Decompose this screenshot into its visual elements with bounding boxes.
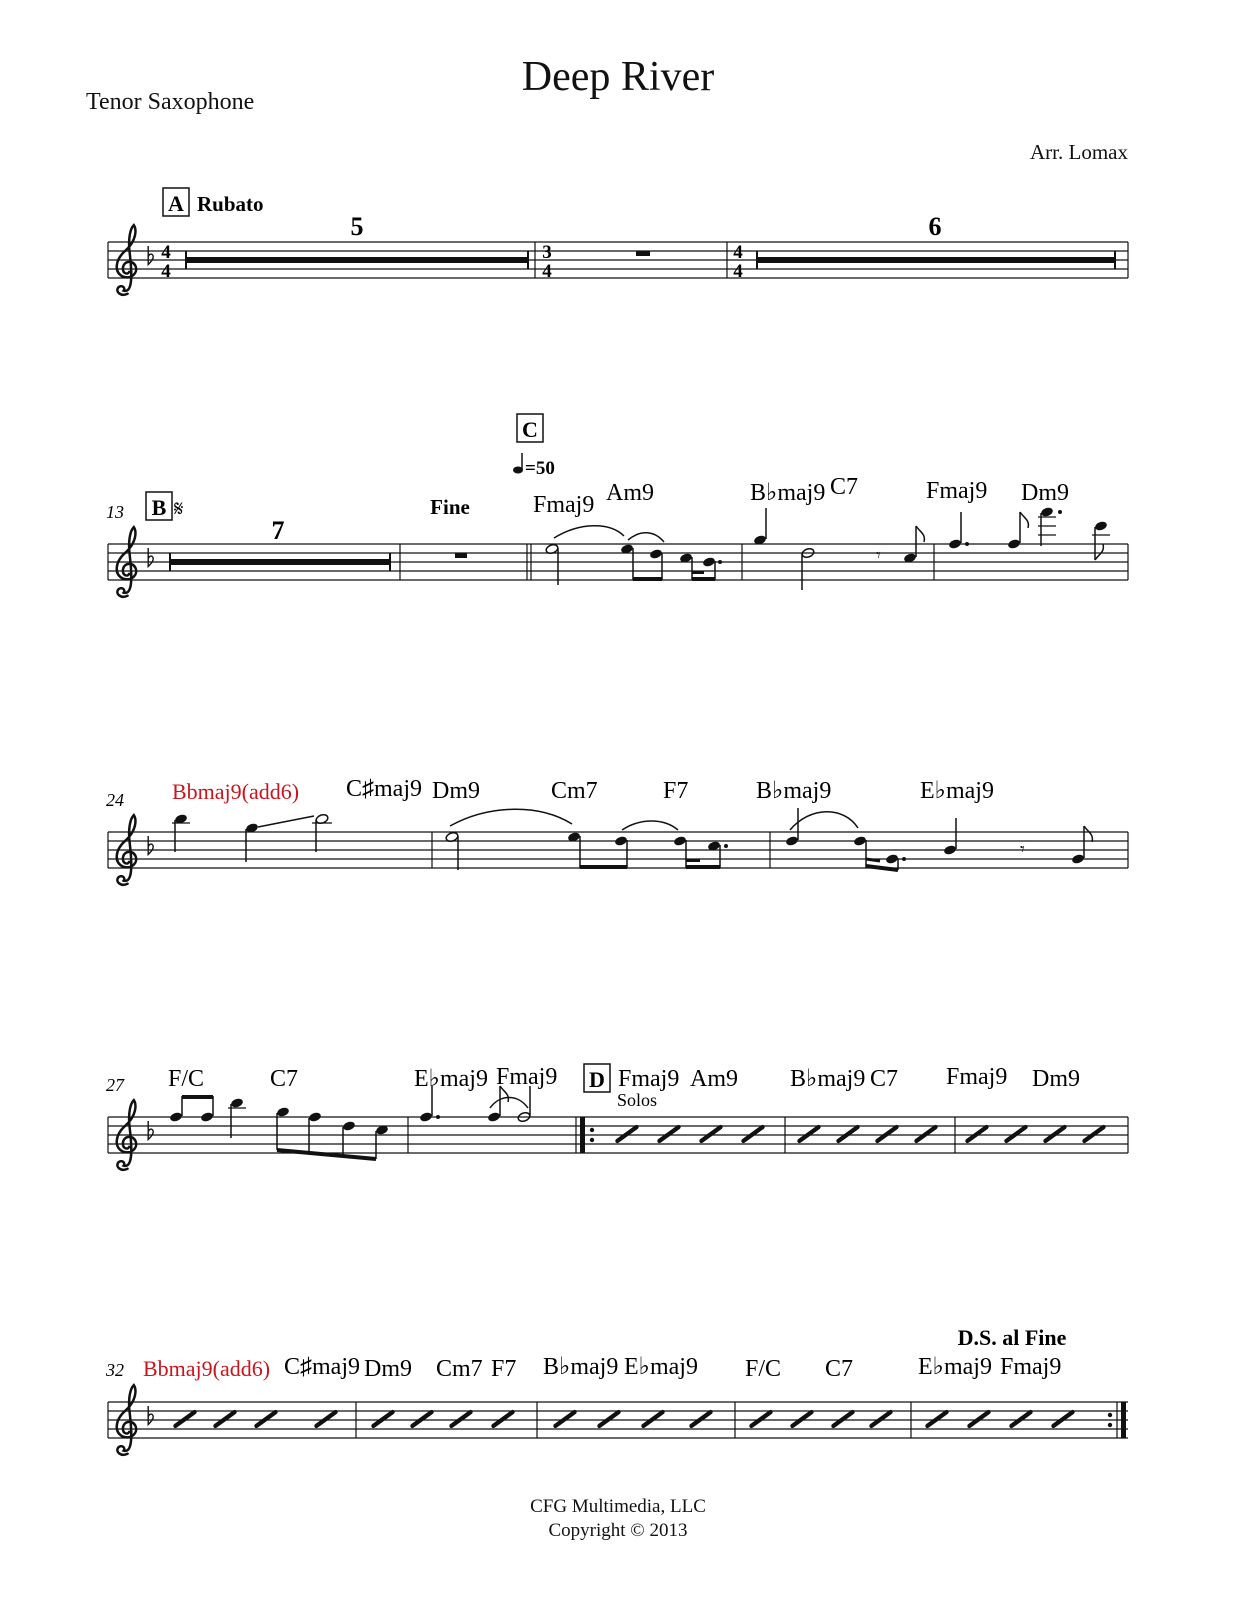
chord-symbol: C♯maj9: [346, 776, 422, 802]
rehearsal-mark-c: C: [522, 417, 538, 442]
arranger-credit: Arr. Lomax: [1030, 140, 1128, 164]
time-signature-4-4: [733, 242, 743, 282]
chord-symbol: Cm7: [551, 778, 598, 804]
key-flat-icon: [148, 246, 153, 264]
svg-text:4: 4: [161, 242, 171, 263]
multirest-count: 5: [350, 212, 364, 241]
segno-icon: 𝄋: [174, 496, 184, 521]
measure-number: 24: [106, 790, 124, 810]
chord-symbol: E♭maj9: [624, 1354, 698, 1380]
chord-symbol: C7: [870, 1066, 899, 1092]
chord-symbol: B♭maj9: [756, 778, 832, 804]
whole-rest: [455, 553, 467, 558]
key-flat-icon: [148, 1121, 153, 1139]
chord-symbol: Fmaj9: [496, 1064, 558, 1090]
svg-text:3: 3: [542, 242, 552, 263]
svg-text:𝄾: 𝄾: [1020, 839, 1025, 859]
svg-text:=50: =50: [525, 458, 555, 479]
staff-system-3: [106, 776, 1128, 885]
svg-text:4: 4: [161, 261, 171, 282]
note-group: [545, 526, 664, 585]
chord-symbol: Fmaj9: [946, 1064, 1008, 1090]
chord-symbol: Cm7: [436, 1356, 483, 1382]
chord-symbol: B♭maj9: [750, 480, 826, 506]
repeat-start-barline: [580, 1117, 585, 1153]
chord-symbol: C7: [825, 1356, 854, 1382]
footer-copyright: Copyright © 2013: [548, 1520, 688, 1541]
multirest-count: 6: [928, 212, 942, 241]
staff-system-4: [106, 1064, 1128, 1170]
note-group: [753, 508, 924, 590]
key-flat-icon: [148, 548, 153, 566]
chord-symbol: F/C: [168, 1066, 205, 1092]
chord-symbol: F7: [663, 778, 689, 804]
chord-symbol: F/C: [745, 1356, 782, 1382]
rehearsal-mark-d: D: [589, 1067, 605, 1092]
svg-text:4: 4: [733, 242, 743, 263]
time-signature-3-4: [542, 242, 552, 282]
chord-symbol: E♭maj9: [918, 1354, 992, 1380]
chord-symbol: E♭maj9: [414, 1066, 488, 1092]
key-flat-icon: [148, 836, 153, 854]
chord-symbol: B♭maj9: [790, 1066, 866, 1092]
solos-marking: Solos: [617, 1090, 658, 1110]
chord-symbol: Fmaj9: [533, 492, 595, 518]
repeat-end-barline: [1121, 1402, 1126, 1438]
chord-symbol: Dm9: [432, 778, 480, 804]
chord-symbol: C7: [270, 1066, 299, 1092]
chord-symbol: C7: [830, 474, 859, 500]
chord-symbol: Fmaj9: [1000, 1354, 1062, 1380]
note-group: [169, 1095, 389, 1159]
footer-company: CFG Multimedia, LLC: [530, 1496, 706, 1517]
note-group: [172, 813, 332, 862]
chord-symbol: Dm9: [1021, 480, 1069, 506]
chord-symbol-highlight: Bbmaj9(add6): [143, 1356, 271, 1381]
chord-symbol: F7: [491, 1356, 517, 1382]
multirest-bar: [170, 559, 390, 565]
measure-number: 13: [106, 502, 124, 522]
measure-number: 27: [106, 1075, 124, 1095]
svg-text:4: 4: [733, 261, 743, 282]
note-group: [785, 808, 1092, 870]
chord-symbol-highlight: Bbmaj9(add6): [172, 779, 300, 804]
chord-symbol: Dm9: [364, 1356, 412, 1382]
rehearsal-mark-b: B: [151, 495, 167, 520]
svg-text:𝄾: 𝄾: [876, 545, 881, 565]
key-flat-icon: [148, 1406, 153, 1424]
chord-symbol: E♭maj9: [920, 778, 994, 804]
svg-text:4: 4: [542, 261, 552, 282]
rehearsal-mark-a: A: [168, 191, 184, 216]
slash-notation: [175, 1412, 1072, 1426]
staff-system-2: [106, 414, 1128, 597]
chord-symbol: Am9: [606, 480, 654, 506]
staff-system-5: [105, 1325, 1128, 1455]
fine-marking: Fine: [430, 495, 470, 519]
multirest-bar: [757, 257, 1115, 263]
instrument-name: Tenor Saxophone: [86, 89, 255, 115]
note-group: [948, 506, 1110, 560]
note-group: [445, 809, 728, 870]
staff-system-1: [108, 188, 1128, 295]
ds-al-fine-marking: D.S. al Fine: [957, 1325, 1067, 1350]
multirest-count: 7: [271, 516, 285, 545]
chord-symbol: Am9: [690, 1066, 738, 1092]
chord-symbol: B♭maj9: [543, 1354, 619, 1380]
measure-number: 32: [106, 1360, 124, 1380]
multirest-bar: [186, 257, 528, 263]
chord-symbol: Fmaj9: [926, 478, 988, 504]
time-signature-4-4: [161, 242, 171, 282]
rubato-marking: Rubato: [197, 192, 264, 216]
slash-notation: [617, 1127, 1103, 1141]
score-title: Deep River: [521, 54, 715, 100]
chord-symbol: Dm9: [1032, 1066, 1080, 1092]
whole-rest: [636, 251, 650, 256]
chord-symbol: Fmaj9: [618, 1066, 680, 1092]
chord-symbol: C♯maj9: [284, 1354, 360, 1380]
tempo-marking: [513, 453, 555, 479]
